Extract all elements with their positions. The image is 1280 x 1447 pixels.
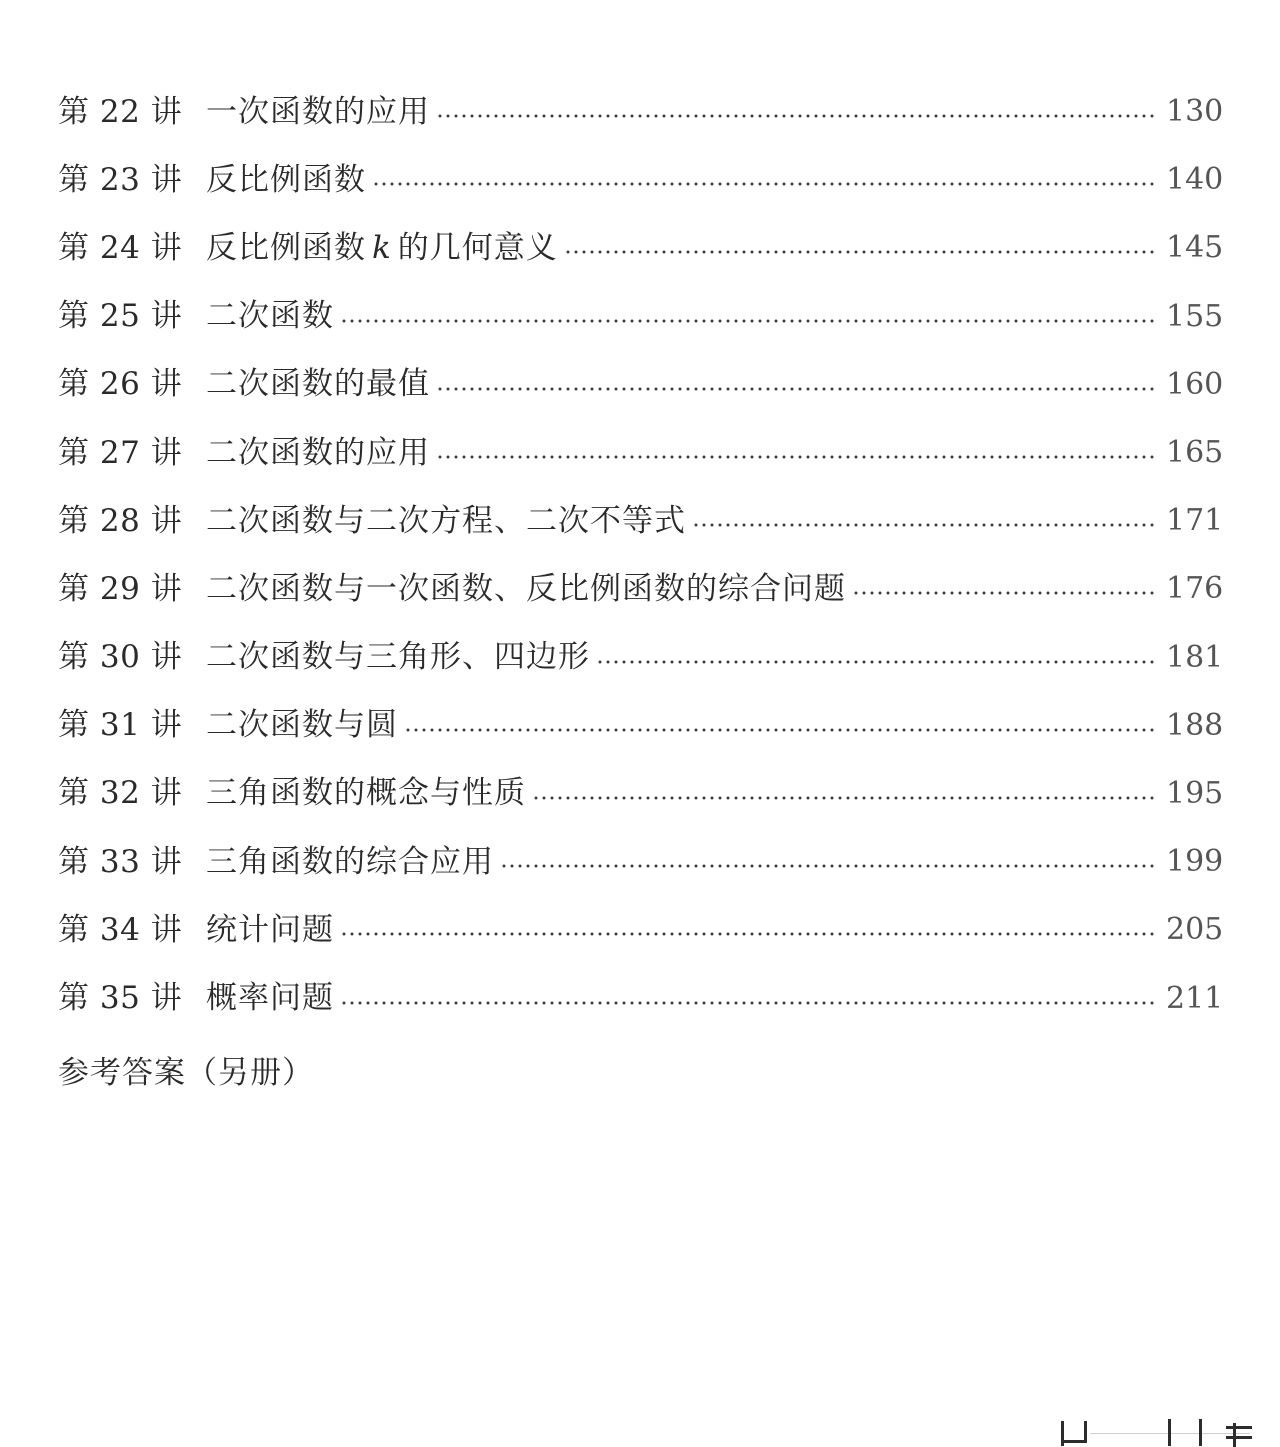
dot-leader	[340, 319, 1154, 323]
toc-entry-33[interactable]	[58, 828, 1224, 896]
chapter-number: 第 34 讲	[58, 911, 183, 948]
chapter-title: 二次函数与二次方程、二次不等式	[206, 502, 686, 539]
scan-artifact-mark	[1226, 1436, 1252, 1439]
chapter-title	[206, 229, 558, 266]
toc-entry-28[interactable]	[58, 487, 1224, 555]
page-number: 171	[1166, 503, 1224, 539]
page-number: 130	[1166, 94, 1224, 130]
page-number: 205	[1166, 912, 1224, 948]
chapter-number: 第 33 讲	[58, 843, 183, 880]
appendix-label: 参考答案（另册）	[58, 1055, 314, 1092]
page-number: 165	[1166, 435, 1224, 471]
chapter-title: 二次函数的应用	[206, 434, 430, 471]
chapter-number: 第 23 讲	[58, 161, 183, 198]
chapter-title: 三角函数的综合应用	[206, 843, 494, 880]
dot-leader	[596, 660, 1154, 664]
chapter-number: 第 27 讲	[58, 434, 183, 471]
chapter-title: 二次函数	[206, 298, 334, 335]
page-number: 199	[1166, 844, 1224, 880]
toc-entry-35[interactable]	[58, 964, 1224, 1032]
scan-artifact-mark	[1226, 1426, 1252, 1429]
dot-leader	[692, 523, 1154, 527]
page-number: 176	[1166, 571, 1224, 607]
page-number: 195	[1166, 775, 1224, 811]
toc-entry-25[interactable]	[58, 283, 1224, 351]
chapter-number: 第 32 讲	[58, 775, 183, 812]
toc-entry-26[interactable]	[58, 351, 1224, 419]
dot-leader	[532, 796, 1154, 800]
toc-entry-23[interactable]	[58, 146, 1224, 214]
toc-entry-32[interactable]	[58, 760, 1224, 828]
page-number: 181	[1166, 639, 1224, 675]
chapter-title: 概率问题	[206, 980, 334, 1017]
page-number: 155	[1166, 298, 1224, 334]
page-number: 160	[1166, 366, 1224, 402]
chapter-number: 第 28 讲	[58, 502, 183, 539]
toc-entry-31[interactable]	[58, 692, 1224, 760]
toc-entry-34[interactable]	[58, 896, 1224, 964]
page-number: 211	[1166, 980, 1224, 1016]
chapter-title: 二次函数与一次函数、反比例函数的综合问题	[206, 570, 846, 607]
chapter-title: 二次函数的最值	[206, 366, 430, 403]
chapter-number: 第 26 讲	[58, 366, 183, 403]
scan-artifact-mark	[1084, 1421, 1087, 1443]
dot-leader	[436, 455, 1154, 459]
page-number: 145	[1166, 230, 1224, 266]
toc-entry-22[interactable]	[58, 78, 1224, 146]
toc-entry-27[interactable]	[58, 419, 1224, 487]
chapter-title: 一次函数的应用	[206, 93, 430, 130]
chapter-title: 反比例函数	[206, 161, 366, 198]
chapter-number: 第 25 讲	[58, 298, 183, 335]
scan-artifact-mark	[1168, 1419, 1171, 1446]
toc-entry-24[interactable]	[58, 214, 1224, 282]
toc-appendix-answers[interactable]	[58, 1035, 1218, 1105]
chapter-number: 第 30 讲	[58, 639, 183, 676]
toc-entry-29[interactable]	[58, 555, 1224, 623]
math-variable-k: k	[372, 229, 392, 266]
page-number: 188	[1166, 707, 1224, 743]
chapter-title-part: 反比例函数	[206, 229, 366, 266]
dot-leader	[340, 1001, 1154, 1005]
chapter-number: 第 35 讲	[58, 980, 183, 1017]
dot-leader	[372, 182, 1154, 186]
dot-leader	[436, 114, 1154, 118]
dot-leader	[340, 932, 1154, 936]
page-number: 140	[1166, 162, 1224, 198]
chapter-title: 统计问题	[206, 911, 334, 948]
chapter-title-part: 的几何意义	[397, 229, 558, 266]
chapter-number: 第 22 讲	[58, 93, 183, 130]
dot-leader	[404, 728, 1154, 732]
chapter-number: 第 29 讲	[58, 570, 183, 607]
dot-leader	[500, 864, 1154, 868]
scan-artifact-mark	[1199, 1419, 1202, 1446]
toc-entry-30[interactable]	[58, 624, 1224, 692]
table-of-contents	[58, 78, 1224, 1105]
chapter-number: 第 31 讲	[58, 707, 183, 744]
chapter-title: 三角函数的概念与性质	[206, 775, 526, 812]
dot-leader	[852, 591, 1154, 595]
chapter-title: 二次函数与三角形、四边形	[206, 639, 590, 676]
chapter-title: 二次函数与圆	[206, 707, 398, 744]
dot-leader	[564, 250, 1154, 254]
chapter-number: 第 24 讲	[58, 229, 183, 266]
dot-leader	[436, 387, 1154, 391]
